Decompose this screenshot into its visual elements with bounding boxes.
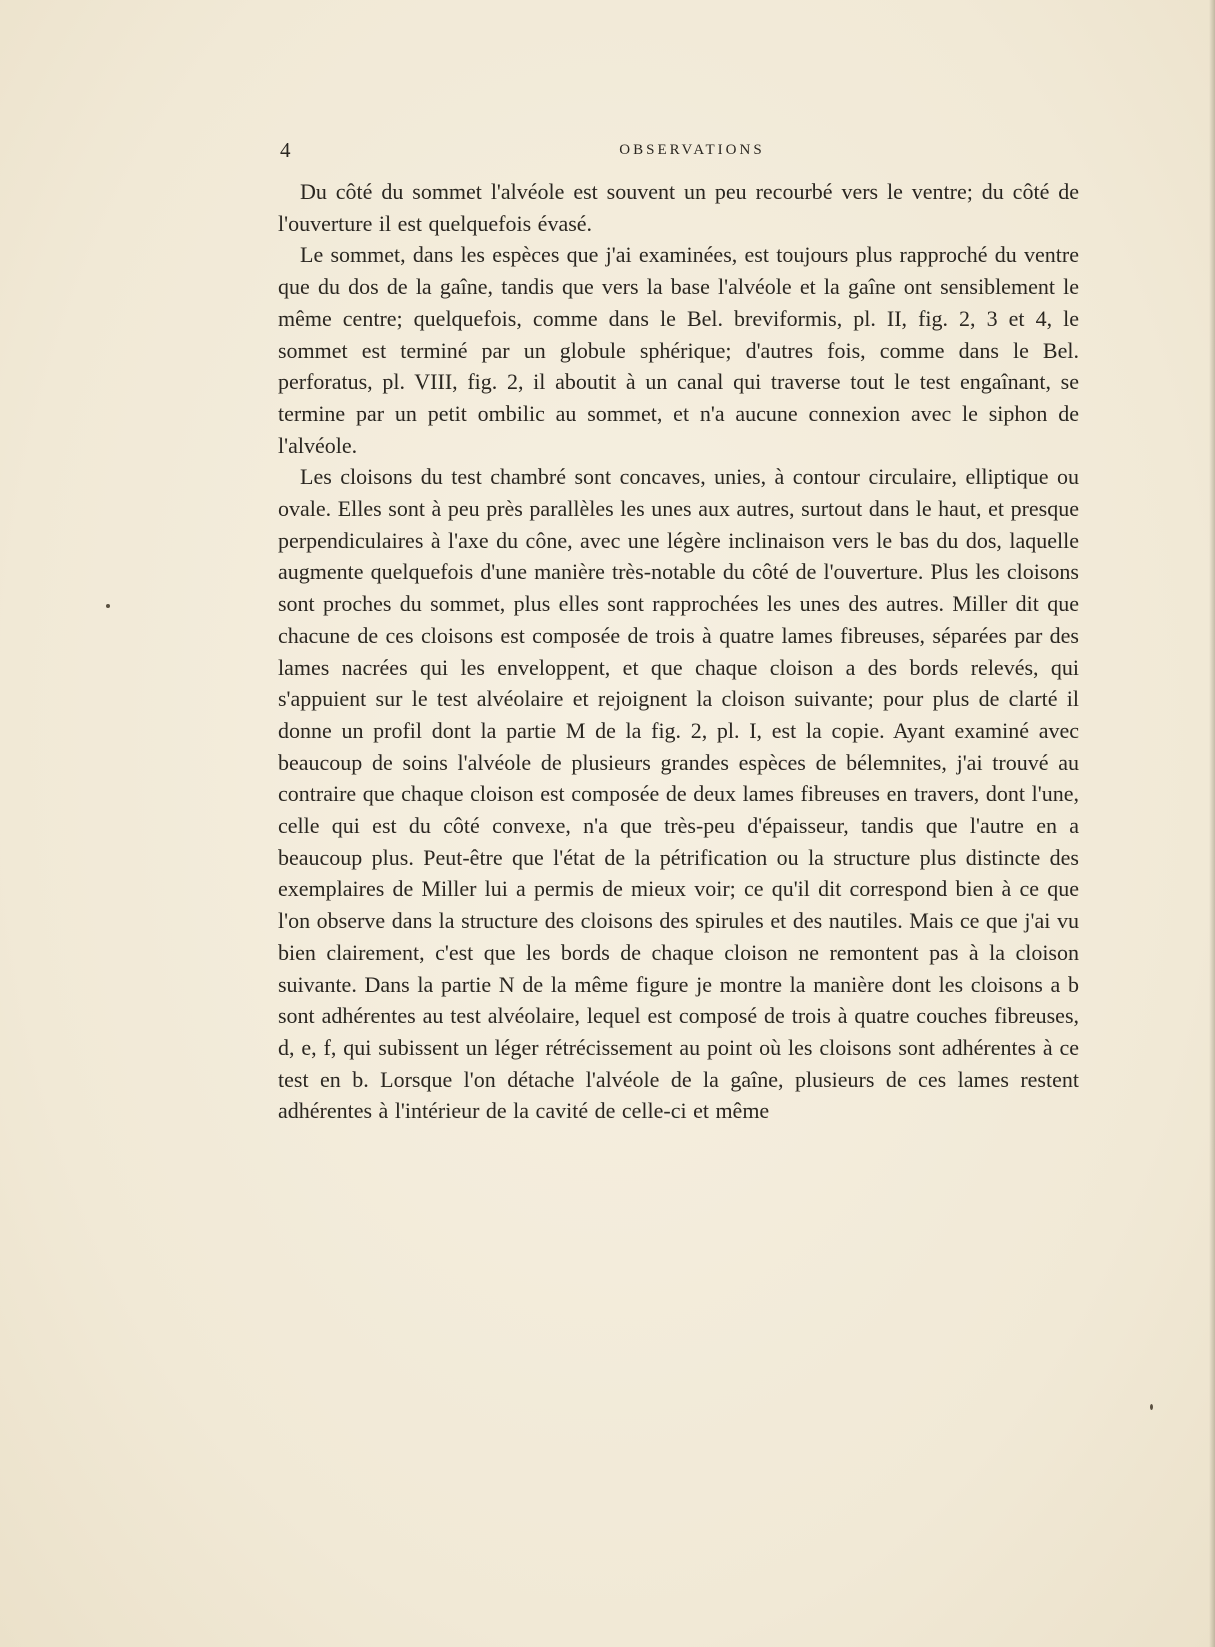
body-text [278, 176, 1079, 1127]
paragraph: Le sommet, dans les espèces que j'ai examinées, est toujours plus rapproché du ventre que du dos de la gaîne, tandis que vers la base l'alvéole et la gaîne ont sensiblement le même centre; quelquefois, comme dans le Bel. breviformis, pl. II, fig. 2, 3 et 4, le sommet est terminé par un globule sphérique; d'autres fois, comme dans le Bel. perforatus, pl. VIII, fig. 2, il aboutit à un canal qui traverse tout le test engaînant, se termine par un petit ombilic au sommet, et n'a aucune connexion avec le siphon de l'alvéole. [278, 242, 1079, 458]
page-header [272, 138, 1082, 162]
specks [1150, 1404, 1153, 1410]
paragraph: Du côté du sommet l'alvéole est souvent un peu recourbé vers le ventre; du côté de l'ouverture il est quelquefois évasé. [278, 179, 1079, 236]
paragraph: Les cloisons du test chambré sont concaves, unies, à contour circulaire, elliptique ou ovale. Elles sont à peu près parallèles les unes aux autres, surtout dans le haut, et presque perpendiculaires à l'axe du cône, avec une légère inclinaison vers le bas du dos, laquelle augmente quelquefois d'une manière très-notable du côté de l'ouverture. Plus les cloisons sont proches du sommet, plus elles sont rapprochées les unes des autres. Miller dit que chacune de ces cloisons est composée de trois à quatre lames fibreuses, séparées par des lames nacrées qui les enveloppent, et que chaque cloison a des bords relevés, qui s'appuient sur le test alvéolaire et rejoignent la cloison suivante; pour plus de clarté il donne un profil dont la partie M de la fig. 2, pl. I, est la copie. Ayant examiné avec beaucoup de soins l'alvéole de plusieurs grandes espèces de bélemnites, j'ai trouvé au contraire que chaque cloison est composée de deux lames fibreuses en travers, dont l'une, celle qui est du côté convexe, n'a que très-peu d'épaisseur, tandis que l'autre en a beaucoup plus. Peut-être que l'état de la pétrification ou la structure plus distincte des exemplaires de Miller lui a permis de mieux voir; ce qu'il dit correspond bien à ce que l'on observe dans la structure des cloisons des spirules et des nautiles. Mais ce que j'ai vu bien clairement, c'est que les bords de chaque cloison ne remontent pas à la cloison suivante. Dans la partie N de la même figure je montre la manière dont les cloisons a b sont adhérentes au test alvéolaire, lequel est composé de trois à quatre couches fibreuses, d, e, f, qui subissent un léger rétrécissement au point où les cloisons sont adhérentes à ce test en b. Lorsque l'on détache l'alvéole de la gaîne, plusieurs de ces lames restent adhérentes à l'intérieur de la cavité de celle-ci et même [278, 464, 1079, 1124]
page-number: 4 [280, 138, 291, 162]
specks [106, 604, 110, 608]
running-head: OBSERVATIONS [619, 142, 765, 158]
page-edge-shadow [1209, 0, 1215, 1647]
